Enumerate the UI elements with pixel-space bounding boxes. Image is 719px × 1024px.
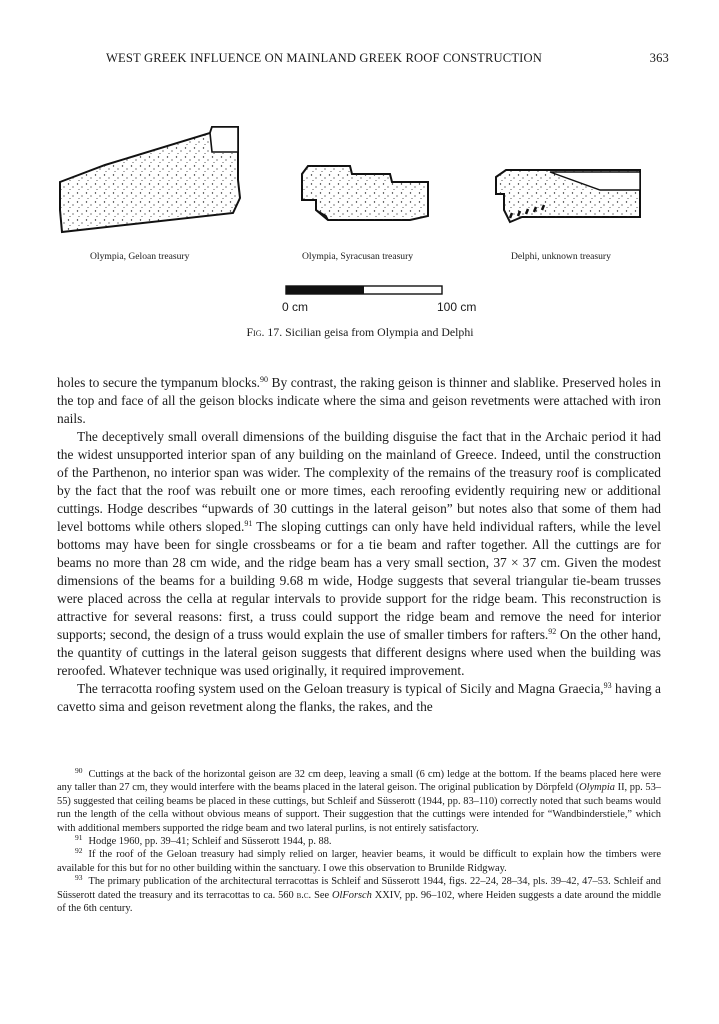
italic-title: Olympia [579, 782, 615, 794]
paragraph: The terracotta roofing system used on the Geloan treasury is typical of Sicily and Magna Graecia,$^{93}$ having a cavetto sima and geison revetment along the flanks, the rakes, and the [57, 681, 661, 714]
caption-delphi: Delphi, unknown treasury [511, 251, 611, 262]
running-title: WEST GREEK INFLUENCE ON MAINLAND GREEK ROOF CONSTRUCTION [106, 51, 542, 65]
footnotes [57, 768, 661, 915]
footnote [57, 875, 661, 915]
figure-caption-text: Sicilian geisa from Olympia and Delphi [285, 325, 474, 339]
geisa-drawings [40, 110, 690, 350]
paragraph: holes to secure the tympanum blocks.$^{90}$ By contrast, the raking geison is thinner and slablike. Preserved holes in the top and face of all the geison blocks indicate where the sima and geison revetments were attached with iron nails. [57, 375, 661, 426]
scale-label-end: 100 cm [437, 300, 477, 314]
caption-geloan: Olympia, Geloan treasury [90, 251, 190, 262]
footnote-text: Cuttings at the back of the horizontal geison are 32 cm deep, leaving a small (6 cm) ledge at the bottom. If the beams placed here were any taller than 27 cm, they would interfere with the beams placed in the lateral geison. The original publication by Dörpfeld (Olympia II, pp. 53–55) suggested that ceiling beams be placed in these cuttings, but Schleif and Süsserott (1944, pp. 83–110) correctly noted that such beams would run the length of the cella without obvious means of support. Their suggestion that the cuttings were intended for “Wandbinderstiele,” which with additional members supported the ridge beam and two lateral purlins, is not entirely satisfactory. [57, 769, 661, 834]
footnote-text: Hodge 1960, pp. 39–41; Schleif and Süsserott 1944, p. 88. [88, 836, 332, 848]
footnote [57, 848, 661, 875]
footnote [57, 768, 661, 835]
scale-label-start: 0 cm [282, 300, 309, 314]
footnote-number: 93 [75, 873, 83, 883]
footnote-ref: 91 [244, 519, 253, 528]
footnote-ref: 93 [603, 681, 612, 690]
body-text [57, 374, 661, 716]
caption-syracusan: Olympia, Syracusan treasury [302, 251, 414, 262]
italic-title: OlForsch [332, 889, 372, 901]
page-number: 363 [649, 51, 669, 65]
footnote-number: 90 [75, 766, 83, 775]
figure-caption [40, 325, 680, 340]
small-caps-text: b.c. [296, 889, 312, 901]
footnote-text: The primary publication of the architectural terracottas is Schleif and Süsserott 1944, figs. 22–24, 28–34, pls. 39–42, 47–53. Schleif and Süsserott dated the treasury and its terracottas to ca. 560 b.c. See OlForsch XXIV, pp. 96–102, where Heiden suggests a date around the middle of the 6th century. [57, 876, 661, 915]
footnote-text: If the roof of the Geloan treasury had simply relied on larger, heavier beams, it would be difficult to explain how the timbers were available for this but for no other building within the sanctuary. I owe this observation to Brunilde Ridgway. [57, 849, 661, 874]
figure-label: Fig. 17. [246, 325, 283, 339]
footnote-ref: 92 [548, 627, 557, 636]
running-header [106, 51, 669, 69]
footnote [57, 835, 661, 848]
delphi-geison-profile [496, 170, 640, 222]
geloan-geison-profile [60, 127, 240, 232]
footnote-number: 92 [75, 846, 83, 856]
paragraph: The deceptively small overall dimensions of the building disguise the fact that in the Archaic period it had the widest unsupported interior span of any building on the mainland of Greece. Indeed, until the construction of the Parthenon, no interior span was wider. The complexity of the remains of the treasury roof is complicated by the fact that the roof was rebuilt one or more times, each reroofing evidently requiring new or additional cuttings. Hodge describes “upwards of 30 cuttings in the lateral geison” but notes also that some of them had level bottoms while others sloped.$^{91}$ The sloping cuttings can only have held individual rafters, while the level bottoms may have been for single crossbeams or for a tie beam and rafter together. All the cuttings are for beams no more than 28 cm wide, and the ridge beam has a very small section, 37 × 37 cm. Given the modest dimensions of the beams for a building 9.68 m wide, Hodge suggests that several triangular tie-beam trusses were placed across the cella at regular intervals to provide support for the ridge beam. This reconstruction is attractive for several reasons: first, a truss could support the ridge beam and remove the need for interior supports; second, the design of a truss would explain the use of smaller timbers for rafters.$^{92}$ On the other hand, the quantity of cuttings in the lateral geison suggests that different designs where used when the building was reroofed. Whatever technique was used originally, it required improvement. [57, 429, 662, 678]
footnote-ref: 90 [260, 375, 269, 384]
syracusan-geison-profile [302, 166, 428, 220]
scale-bar [286, 286, 442, 294]
figure-17 [40, 110, 690, 350]
footnote-number: 91 [75, 833, 83, 843]
